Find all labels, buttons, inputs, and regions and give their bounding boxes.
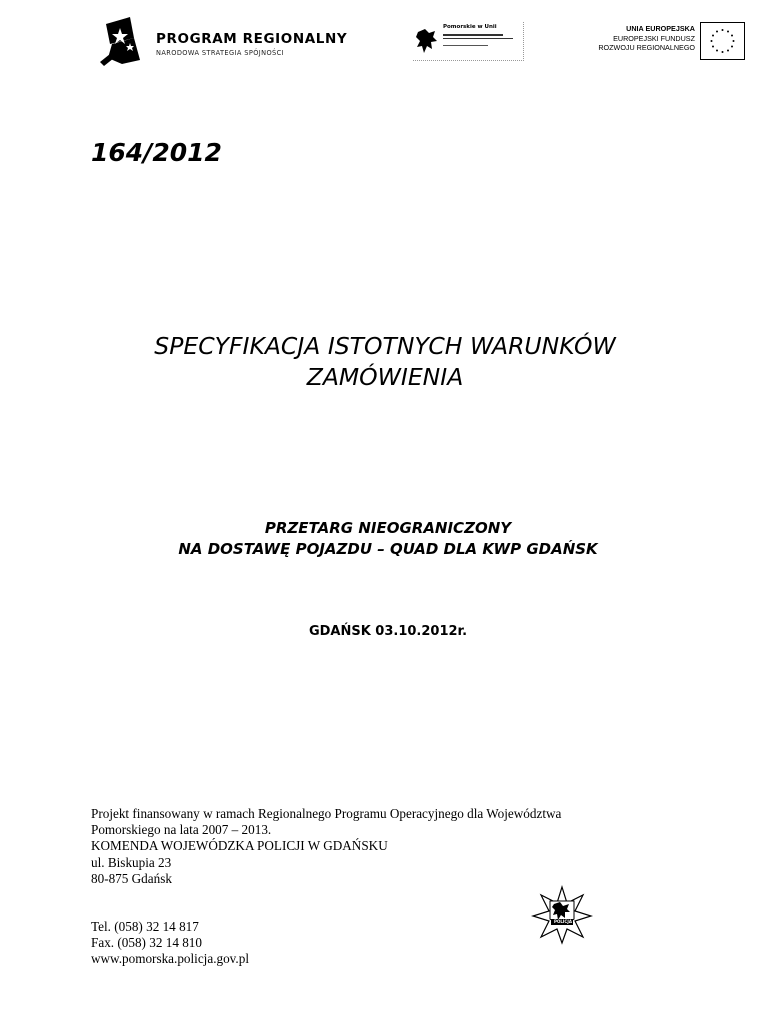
document-title-line-1: SPECYFIKACJA ISTOTNYCH WARUNKÓW	[154, 332, 616, 360]
pomorskie-logo	[413, 22, 524, 61]
project-note-line-2: Pomorskiego na lata 2007 – 2013.	[91, 822, 272, 838]
pomorskie-fine-print	[443, 32, 521, 46]
street-address: ul. Biskupia 23	[91, 854, 172, 870]
eu-line-2: EUROPEJSKI FUNDUSZ	[613, 33, 695, 43]
footer	[91, 806, 691, 968]
tender-subtitle-line-1: PRZETARG NIEOGRANICZONY	[264, 519, 512, 537]
document-number: 164/2012	[91, 138, 222, 167]
website-link[interactable]: www.pomorska.policja.gov.pl	[91, 951, 249, 967]
pomorskie-title: Pomorskie w Unii	[443, 24, 497, 30]
program-regionalny-logo	[100, 16, 350, 66]
eu-logo	[590, 20, 745, 62]
program-star-icon	[100, 16, 152, 66]
tender-subtitle	[0, 518, 770, 560]
eu-text	[575, 24, 695, 53]
footer-spacer	[91, 887, 691, 919]
program-subtitle: NARODOWA STRATEGIA SPÓJNOŚCI	[156, 49, 284, 57]
eu-stars-icon	[701, 23, 744, 59]
eu-line-1: UNIA EUROPEJSKA	[626, 24, 695, 33]
institution-name: KOMENDA WOJEWÓDZKA POLICJI W GDAŃSKU	[91, 838, 388, 854]
document-title	[0, 331, 770, 393]
postal-city: 80-875 Gdańsk	[91, 870, 172, 886]
eu-line-3: ROZWOJU REGIONALNEGO	[598, 43, 695, 52]
police-star-icon	[529, 885, 595, 945]
eu-flag-icon	[700, 22, 745, 60]
document-title-line-2: ZAMÓWIENIA	[306, 363, 464, 391]
fax-number: Fax. (058) 32 14 810	[91, 935, 202, 951]
place-and-date: GDAŃSK 03.10.2012r.	[308, 624, 468, 639]
program-title: PROGRAM REGIONALNY	[156, 31, 348, 47]
project-note-line-1: Projekt finansowany w ramach Regionalnego Programu Operacyjnego dla Województwa	[91, 806, 562, 821]
griffin-icon	[415, 28, 439, 54]
tender-subtitle-line-2: NA DOSTAWĘ POJAZDU – QUAD DLA KWP GDAŃSK	[178, 540, 598, 558]
police-emblem	[529, 885, 595, 945]
phone-number: Tel. (058) 32 14 817	[91, 919, 199, 935]
police-badge-label: POLICJA	[554, 919, 572, 924]
